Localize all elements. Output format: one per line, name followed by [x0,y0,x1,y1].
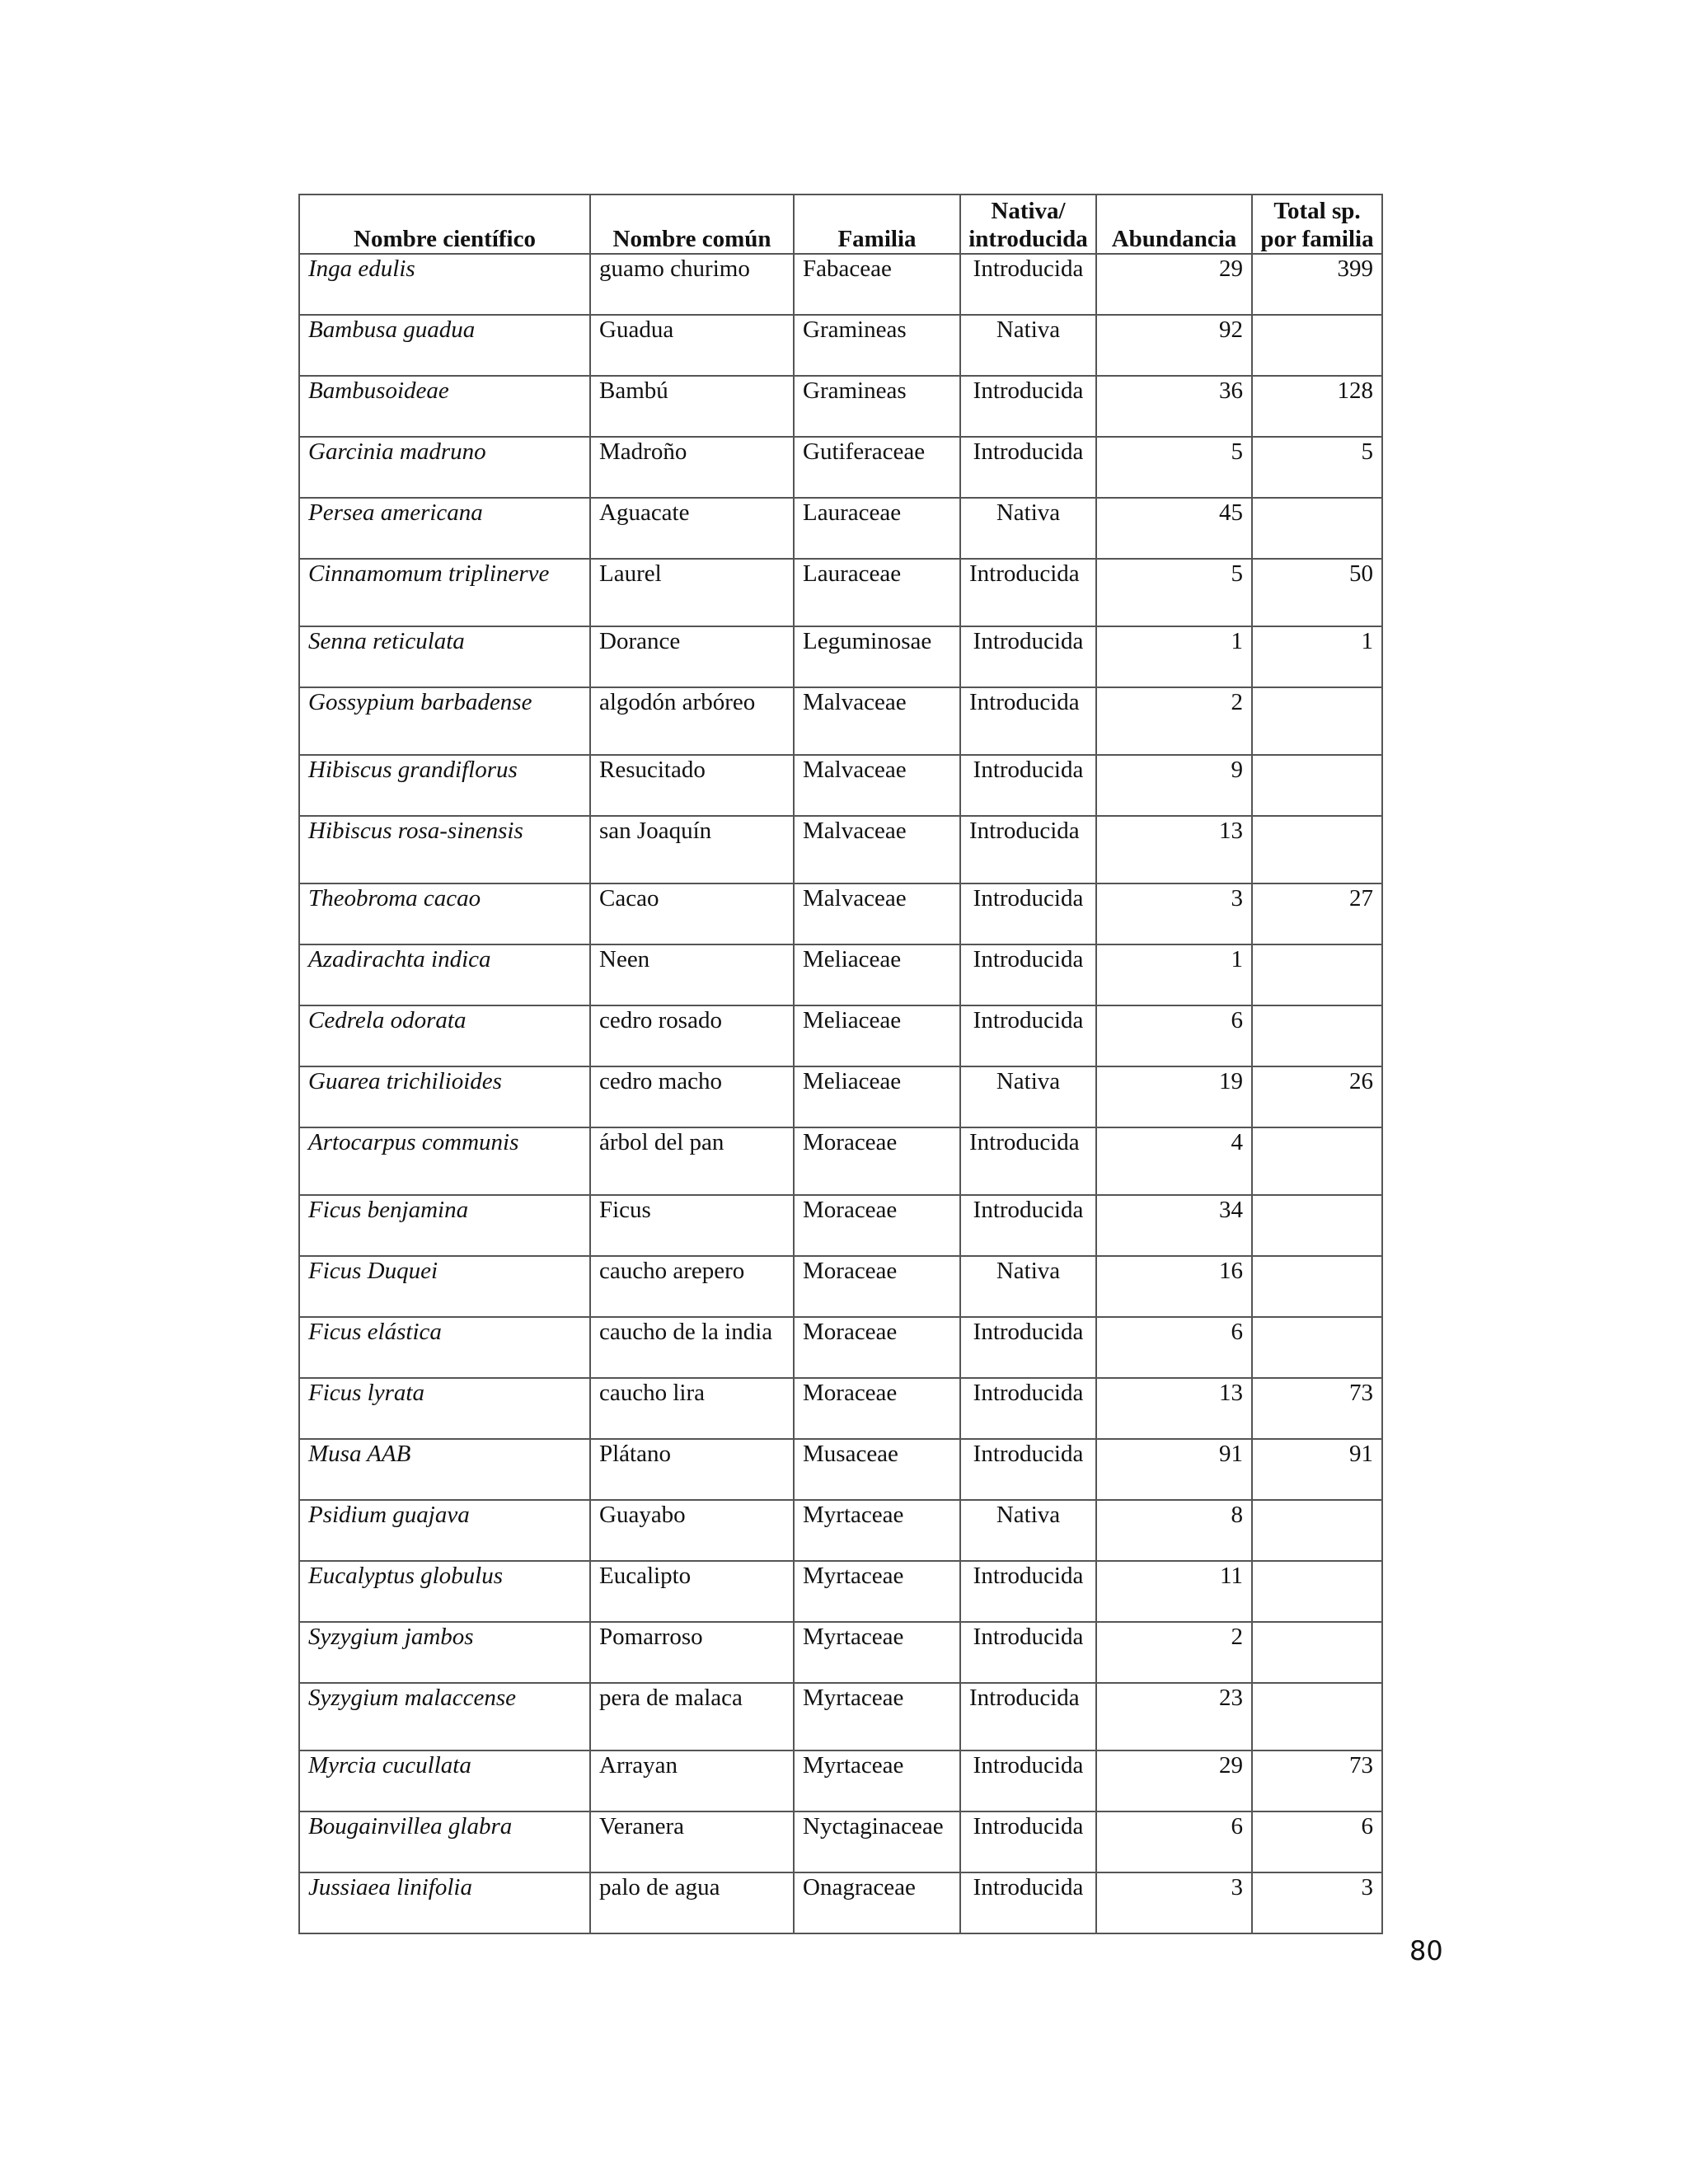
scientific-name-cell: Cedrela odorata [299,1005,590,1066]
scientific-name-cell: Bougainvillea glabra [299,1811,590,1872]
common-name-cell: cedro rosado [590,1005,794,1066]
header-common-name: Nombre común [590,194,794,254]
origin-cell: Introducida [960,1005,1096,1066]
total-per-family-cell [1252,755,1382,816]
origin-cell: Introducida [960,1317,1096,1378]
family-cell: Fabaceae [794,254,960,315]
table-row [299,1561,1382,1622]
header-scientific-name: Nombre científico [299,194,590,254]
scientific-name-cell: Cinnamomum triplinerve [299,559,590,626]
abundance-cell: 8 [1096,1500,1252,1561]
abundance-cell: 3 [1096,883,1252,944]
total-per-family-cell: 73 [1252,1750,1382,1811]
common-name-cell: Dorance [590,626,794,687]
origin-cell: Introducida [960,376,1096,437]
common-name-cell: Cacao [590,883,794,944]
common-name-cell: Ficus [590,1195,794,1256]
common-name-cell: Eucalipto [590,1561,794,1622]
table-row [299,1005,1382,1066]
common-name-cell: guamo churimo [590,254,794,315]
abundance-cell: 1 [1096,944,1252,1005]
abundance-cell: 3 [1096,1872,1252,1933]
family-cell: Meliaceae [794,1066,960,1127]
common-name-cell: Madroño [590,437,794,498]
origin-cell: Introducida [960,559,1096,626]
abundance-cell: 36 [1096,376,1252,437]
family-cell: Meliaceae [794,944,960,1005]
scientific-name-cell: Artocarpus communis [299,1127,590,1195]
scientific-name-cell: Hibiscus grandiflorus [299,755,590,816]
total-per-family-cell [1252,816,1382,883]
abundance-cell: 9 [1096,755,1252,816]
scientific-name-cell: Syzygium jambos [299,1622,590,1683]
origin-cell: Introducida [960,1750,1096,1811]
table-row [299,816,1382,883]
scientific-name-cell: Hibiscus rosa-sinensis [299,816,590,883]
table-row [299,1750,1382,1811]
total-per-family-cell [1252,1317,1382,1378]
origin-cell: Nativa [960,498,1096,559]
table-row [299,376,1382,437]
family-cell: Gramineas [794,376,960,437]
table-row [299,559,1382,626]
common-name-cell: Arrayan [590,1750,794,1811]
abundance-cell: 13 [1096,816,1252,883]
abundance-cell: 1 [1096,626,1252,687]
scientific-name-cell: Inga edulis [299,254,590,315]
common-name-cell: pera de malaca [590,1683,794,1750]
origin-cell: Nativa [960,1500,1096,1561]
abundance-cell: 13 [1096,1378,1252,1439]
table-row [299,1195,1382,1256]
common-name-cell: Laurel [590,559,794,626]
abundance-cell: 34 [1096,1195,1252,1256]
origin-cell: Nativa [960,315,1096,376]
family-cell: Moraceae [794,1127,960,1195]
origin-cell: Introducida [960,1622,1096,1683]
table-row [299,254,1382,315]
scientific-name-cell: Jussiaea linifolia [299,1872,590,1933]
total-per-family-cell: 91 [1252,1439,1382,1500]
abundance-cell: 6 [1096,1317,1252,1378]
abundance-cell: 4 [1096,1127,1252,1195]
total-per-family-cell: 5 [1252,437,1382,498]
family-cell: Myrtaceae [794,1622,960,1683]
family-cell: Moraceae [794,1195,960,1256]
scientific-name-cell: Guarea trichilioides [299,1066,590,1127]
family-cell: Myrtaceae [794,1683,960,1750]
table-row [299,1066,1382,1127]
common-name-cell: Neen [590,944,794,1005]
abundance-cell: 5 [1096,559,1252,626]
origin-cell: Introducida [960,755,1096,816]
common-name-cell: Plátano [590,1439,794,1500]
family-cell: Malvaceae [794,755,960,816]
abundance-cell: 2 [1096,1622,1252,1683]
table-row [299,626,1382,687]
common-name-cell: Bambú [590,376,794,437]
scientific-name-cell: Psidium guajava [299,1500,590,1561]
scientific-name-cell: Musa AAB [299,1439,590,1500]
family-cell: Musaceae [794,1439,960,1500]
total-per-family-cell [1252,1561,1382,1622]
table-row [299,1683,1382,1750]
common-name-cell: árbol del pan [590,1127,794,1195]
table-row [299,944,1382,1005]
scientific-name-cell: Bambusoideae [299,376,590,437]
common-name-cell: Guayabo [590,1500,794,1561]
family-cell: Moraceae [794,1378,960,1439]
origin-cell: Introducida [960,1561,1096,1622]
table-row [299,1622,1382,1683]
origin-cell: Introducida [960,437,1096,498]
origin-cell: Nativa [960,1256,1096,1317]
family-cell: Moraceae [794,1317,960,1378]
origin-cell: Introducida [960,1811,1096,1872]
table-body [299,254,1382,1933]
total-per-family-cell: 73 [1252,1378,1382,1439]
family-cell: Meliaceae [794,1005,960,1066]
table-row [299,1872,1382,1933]
common-name-cell: Veranera [590,1811,794,1872]
header-total-per-family: Total sp. por familia [1252,194,1382,254]
family-cell: Moraceae [794,1256,960,1317]
header-origin: Nativa/ introducida [960,194,1096,254]
origin-cell: Introducida [960,883,1096,944]
common-name-cell: cedro macho [590,1066,794,1127]
header-family: Familia [794,194,960,254]
scientific-name-cell: Bambusa guadua [299,315,590,376]
family-cell: Myrtaceae [794,1750,960,1811]
family-cell: Myrtaceae [794,1500,960,1561]
common-name-cell: san Joaquín [590,816,794,883]
total-per-family-cell [1252,1195,1382,1256]
table-row [299,687,1382,755]
family-cell: Nyctaginaceae [794,1811,960,1872]
family-cell: Onagraceae [794,1872,960,1933]
scientific-name-cell: Azadirachta indica [299,944,590,1005]
table-row [299,1127,1382,1195]
origin-cell: Introducida [960,1683,1096,1750]
page-number: 80 [1409,1935,1443,1966]
total-per-family-cell [1252,687,1382,755]
origin-cell: Introducida [960,1872,1096,1933]
total-per-family-cell [1252,1005,1382,1066]
common-name-cell: caucho lira [590,1378,794,1439]
family-cell: Lauraceae [794,498,960,559]
abundance-cell: 91 [1096,1439,1252,1500]
origin-cell: Nativa [960,1066,1096,1127]
common-name-cell: palo de agua [590,1872,794,1933]
origin-cell: Introducida [960,626,1096,687]
table-header [299,194,1382,254]
common-name-cell: Resucitado [590,755,794,816]
scientific-name-cell: Theobroma cacao [299,883,590,944]
scientific-name-cell: Ficus benjamina [299,1195,590,1256]
table-row [299,1378,1382,1439]
scientific-name-cell: Persea americana [299,498,590,559]
total-per-family-cell [1252,498,1382,559]
total-per-family-cell [1252,1500,1382,1561]
origin-cell: Introducida [960,687,1096,755]
table-row [299,315,1382,376]
family-cell: Gramineas [794,315,960,376]
total-per-family-cell: 6 [1252,1811,1382,1872]
abundance-cell: 92 [1096,315,1252,376]
table-row [299,1317,1382,1378]
total-per-family-cell [1252,315,1382,376]
abundance-cell: 29 [1096,254,1252,315]
scientific-name-cell: Gossypium barbadense [299,687,590,755]
origin-cell: Introducida [960,944,1096,1005]
common-name-cell: caucho de la india [590,1317,794,1378]
family-cell: Leguminosae [794,626,960,687]
scientific-name-cell: Garcinia madruno [299,437,590,498]
abundance-cell: 11 [1096,1561,1252,1622]
total-per-family-cell [1252,1127,1382,1195]
abundance-cell: 29 [1096,1750,1252,1811]
abundance-cell: 6 [1096,1811,1252,1872]
total-per-family-cell [1252,1683,1382,1750]
origin-cell: Introducida [960,816,1096,883]
scientific-name-cell: Senna reticulata [299,626,590,687]
family-cell: Malvaceae [794,816,960,883]
origin-cell: Introducida [960,254,1096,315]
species-table [298,194,1383,1934]
family-cell: Malvaceae [794,883,960,944]
table-row [299,755,1382,816]
table-row [299,437,1382,498]
scientific-name-cell: Ficus lyrata [299,1378,590,1439]
scientific-name-cell: Syzygium malaccense [299,1683,590,1750]
table-row [299,1439,1382,1500]
origin-cell: Introducida [960,1127,1096,1195]
table-row [299,498,1382,559]
table-row [299,1811,1382,1872]
total-per-family-cell [1252,1622,1382,1683]
total-per-family-cell: 50 [1252,559,1382,626]
common-name-cell: algodón arbóreo [590,687,794,755]
total-per-family-cell [1252,944,1382,1005]
table-row [299,1256,1382,1317]
scientific-name-cell: Myrcia cucullata [299,1750,590,1811]
abundance-cell: 45 [1096,498,1252,559]
common-name-cell: caucho arepero [590,1256,794,1317]
total-per-family-cell [1252,1256,1382,1317]
abundance-cell: 16 [1096,1256,1252,1317]
table-row [299,883,1382,944]
family-cell: Gutiferaceae [794,437,960,498]
common-name-cell: Pomarroso [590,1622,794,1683]
header-abundance: Abundancia [1096,194,1252,254]
family-cell: Lauraceae [794,559,960,626]
scientific-name-cell: Ficus elástica [299,1317,590,1378]
total-per-family-cell: 27 [1252,883,1382,944]
abundance-cell: 5 [1096,437,1252,498]
table-row [299,1500,1382,1561]
common-name-cell: Guadua [590,315,794,376]
origin-cell: Introducida [960,1195,1096,1256]
family-cell: Malvaceae [794,687,960,755]
origin-cell: Introducida [960,1439,1096,1500]
family-cell: Myrtaceae [794,1561,960,1622]
total-per-family-cell: 128 [1252,376,1382,437]
total-per-family-cell: 399 [1252,254,1382,315]
common-name-cell: Aguacate [590,498,794,559]
total-per-family-cell: 1 [1252,626,1382,687]
total-per-family-cell: 3 [1252,1872,1382,1933]
origin-cell: Introducida [960,1378,1096,1439]
abundance-cell: 2 [1096,687,1252,755]
abundance-cell: 6 [1096,1005,1252,1066]
scientific-name-cell: Eucalyptus globulus [299,1561,590,1622]
abundance-cell: 23 [1096,1683,1252,1750]
total-per-family-cell: 26 [1252,1066,1382,1127]
scientific-name-cell: Ficus Duquei [299,1256,590,1317]
abundance-cell: 19 [1096,1066,1252,1127]
